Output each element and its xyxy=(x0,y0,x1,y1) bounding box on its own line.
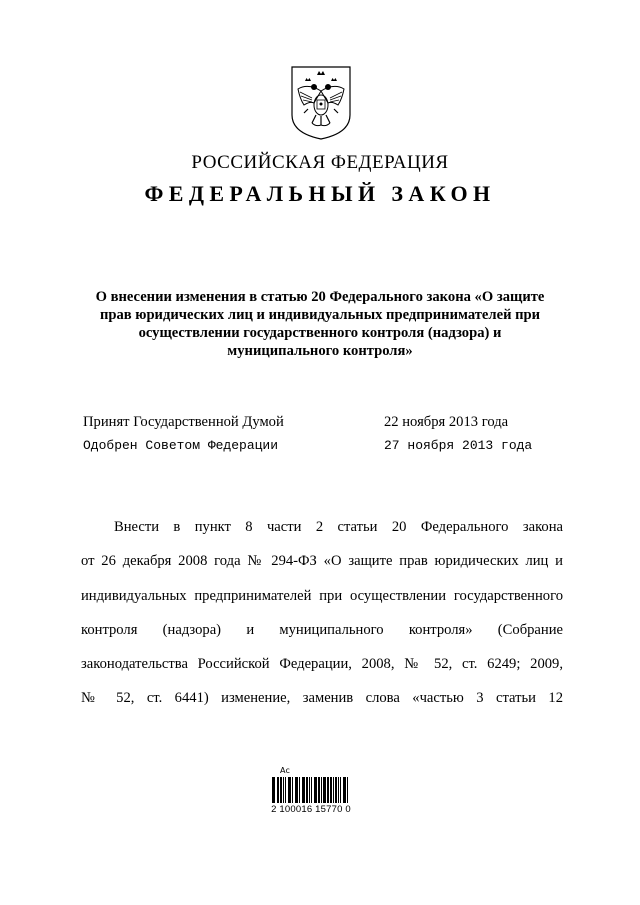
barcode-bar xyxy=(323,777,326,803)
body-line: индивидуальных предпринимателей при осуществлении государственного xyxy=(81,587,563,604)
barcode-bar xyxy=(330,777,332,803)
registration-mark: Ас xyxy=(280,766,290,775)
barcode-bar xyxy=(277,777,279,803)
barcode-bar xyxy=(280,777,282,803)
country-heading: РОССИЙСКАЯ ФЕДЕРАЦИЯ xyxy=(191,152,449,173)
barcode-bar xyxy=(292,777,293,803)
barcode-bar xyxy=(295,777,298,803)
adoption-label: Принят Государственной Думой xyxy=(83,414,284,430)
body-line: Внести в пункт 8 части 2 статьи 20 Федерального закона xyxy=(114,519,563,535)
coat-of-arms-emblem-icon xyxy=(290,65,352,141)
adoption-date: 22 ноября 2013 года xyxy=(384,414,509,430)
barcode-bar xyxy=(306,777,308,803)
body-line: № 52, ст. 6441) изменение, заменив слова «частью 3 статьи 12 xyxy=(81,690,563,707)
barcode xyxy=(268,767,354,819)
barcode-bar xyxy=(288,777,291,803)
barcode-bar xyxy=(343,777,346,803)
law-title-line: О внесении изменения в статью 20 Федерального закона «О защите xyxy=(95,289,545,305)
body-line: контроля (надзора) и муниципального контроля» (Собрание xyxy=(81,621,563,638)
barcode-bar xyxy=(309,777,310,803)
barcode-bar xyxy=(314,777,317,803)
barcode-bar xyxy=(318,777,320,803)
barcode-bars-icon xyxy=(272,777,350,803)
law-title xyxy=(70,288,570,360)
approval-date: 27 ноября 2013 года xyxy=(384,438,533,453)
law-title-line: прав юридических лиц и индивидуальных предпринимателей при xyxy=(99,307,541,323)
law-title-line: осуществлении государственного контроля (надзора) и xyxy=(138,325,502,341)
barcode-bar xyxy=(321,777,322,803)
barcode-bar xyxy=(285,777,286,803)
barcode-bar xyxy=(333,777,334,803)
barcode-bar xyxy=(311,777,312,803)
law-body-text xyxy=(81,510,563,716)
document-type-heading: ФЕДЕРАЛЬНЫЙ ЗАКОН xyxy=(144,181,496,206)
approval-label: Одобрен Советом Федерации xyxy=(83,438,279,453)
barcode-bar xyxy=(299,777,300,803)
barcode-bar xyxy=(283,777,284,803)
law-title-line: муниципального контроля» xyxy=(227,343,413,359)
body-line: законодательства Российской Федерации, 2008, № 52, ст. 6249; 2009, xyxy=(81,656,563,673)
barcode-digits: 2 100016 15770 0 xyxy=(271,804,351,815)
barcode-bar xyxy=(335,777,337,803)
barcode-bar xyxy=(347,777,348,803)
barcode-bar xyxy=(272,777,275,803)
barcode-bar xyxy=(302,777,305,803)
barcode-bar xyxy=(340,777,341,803)
barcode-bar xyxy=(327,777,329,803)
barcode-bar xyxy=(338,777,339,803)
body-line: от 26 декабря 2008 года № 294-ФЗ «О защите прав юридических лиц и xyxy=(81,553,563,570)
